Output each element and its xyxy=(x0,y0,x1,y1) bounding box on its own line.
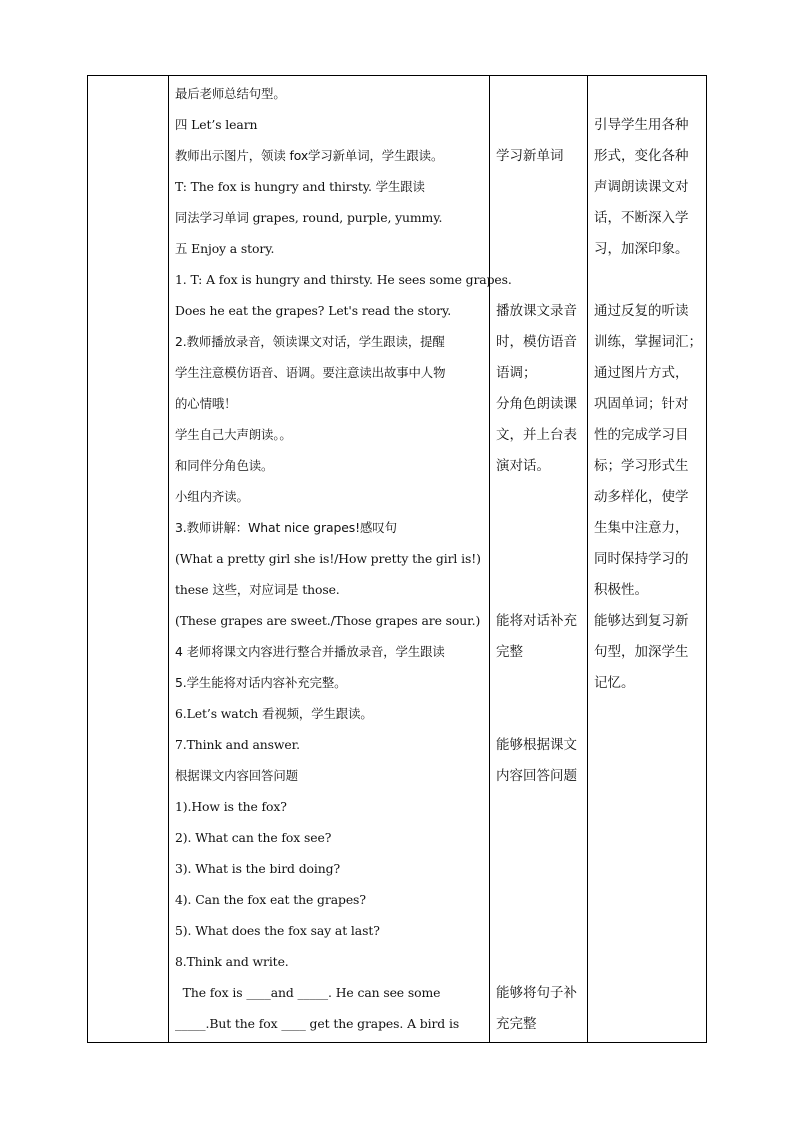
column-divider xyxy=(587,76,588,1042)
intent-line: 能够达到复习新 xyxy=(594,613,689,629)
process-line: 小组内齐读。 xyxy=(175,489,249,504)
process-line: _____.But the fox ____ get the grapes. A bird is xyxy=(175,1016,460,1031)
process-line: 四 Let’s learn xyxy=(175,117,258,132)
activity-line: 内容回答问题 xyxy=(496,768,577,784)
intent-line: 句型，加深学生 xyxy=(594,644,689,660)
intent-line: 训练，掌握词汇； xyxy=(594,334,702,350)
intent-line: 动多样化，使学 xyxy=(594,489,689,505)
process-line: 4 老师将课文内容进行整合并播放录音，学生跟读 xyxy=(175,644,445,659)
process-line: 的心情哦！ xyxy=(175,396,237,411)
column-divider xyxy=(489,76,490,1042)
process-line: 教师出示图片，领读 fox学习新单词，学生跟读。 xyxy=(175,148,444,163)
process-line: Does he eat the grapes? Let's read the story. xyxy=(175,303,452,318)
process-line: 3.教师讲解：What nice grapes!感叹句 xyxy=(175,520,397,535)
intent-line: 巩固单词；针对 xyxy=(594,396,689,412)
intent-line: 习，加深印象。 xyxy=(594,241,689,257)
intent-line: 积极性。 xyxy=(594,582,648,598)
intent-line: 生集中注意力， xyxy=(594,520,689,536)
process-line: 2). What can the fox see? xyxy=(175,830,332,845)
activity-line: 播放课文录音 xyxy=(496,303,577,319)
intent-line: 性的完成学习目 xyxy=(594,427,689,443)
process-line: 3). What is the bird doing? xyxy=(175,861,341,876)
activity-line: 学习新单词 xyxy=(496,148,564,164)
process-line: these 这些，对应词是 those. xyxy=(175,582,340,597)
process-line: 和同伴分角色读。 xyxy=(175,458,274,473)
process-line: 学生自己大声朗读。。 xyxy=(175,427,292,442)
process-line: 同法学习单词 grapes, round, purple, yummy. xyxy=(175,210,443,225)
intent-line: 记忆。 xyxy=(594,675,635,691)
process-line: (These grapes are sweet./Those grapes are sour.) xyxy=(175,613,481,628)
process-line: 五 Enjoy a story. xyxy=(175,241,275,256)
lesson-plan-table xyxy=(87,75,707,1043)
process-line: T: The fox is hungry and thirsty. 学生跟读 xyxy=(175,179,425,194)
process-line: 7.Think and answer. xyxy=(175,737,300,752)
intent-line: 通过图片方式， xyxy=(594,365,689,381)
process-line: (What a pretty girl she is!/How pretty the girl is!) xyxy=(175,551,481,566)
intent-line: 通过反复的听读 xyxy=(594,303,689,319)
process-line: 2.教师播放录音，领读课文对话，学生跟读，提醒 xyxy=(175,334,445,349)
activity-line: 分角色朗读课 xyxy=(496,396,577,412)
intent-line: 标；学习形式生 xyxy=(594,458,689,474)
activity-line: 演对话。 xyxy=(496,458,550,474)
process-line: 5). What does the fox say at last? xyxy=(175,923,380,938)
activity-line: 语调； xyxy=(496,365,537,381)
intent-line: 同时保持学习的 xyxy=(594,551,689,567)
process-line: 5.学生能将对话内容补充完整。 xyxy=(175,675,347,690)
intent-line: 声调朗读课文对 xyxy=(594,179,689,195)
activity-line: 能够将句子补 xyxy=(496,985,577,1001)
process-line: 学生注意模仿语音、语调。要注意读出故事中人物 xyxy=(175,365,446,380)
activity-line: 能将对话补充 xyxy=(496,613,577,629)
activity-line: 充完整 xyxy=(496,1016,537,1032)
activity-line: 完整 xyxy=(496,644,523,660)
intent-line: 话，不断深入学 xyxy=(594,210,689,226)
process-line: The fox is ____and _____. He can see some xyxy=(175,985,441,1000)
process-line: 4). Can the fox eat the grapes? xyxy=(175,892,366,907)
activity-line: 时，模仿语音 xyxy=(496,334,577,350)
activity-line: 能够根据课文 xyxy=(496,737,577,753)
process-line: 最后老师总结句型。 xyxy=(175,86,286,101)
process-line: 8.Think and write. xyxy=(175,954,289,969)
activity-line: 文，并上台表 xyxy=(496,427,577,443)
intent-line: 形式，变化各种 xyxy=(594,148,689,164)
process-line: 6.Let’s watch 看视频，学生跟读。 xyxy=(175,706,373,721)
intent-line: 引导学生用各种 xyxy=(594,117,689,133)
column-divider xyxy=(168,76,169,1042)
process-line: 1. T: A fox is hungry and thirsty. He sees some grapes. xyxy=(175,272,512,287)
process-line: 根据课文内容回答问题 xyxy=(175,768,298,783)
process-line: 1).How is the fox? xyxy=(175,799,287,814)
